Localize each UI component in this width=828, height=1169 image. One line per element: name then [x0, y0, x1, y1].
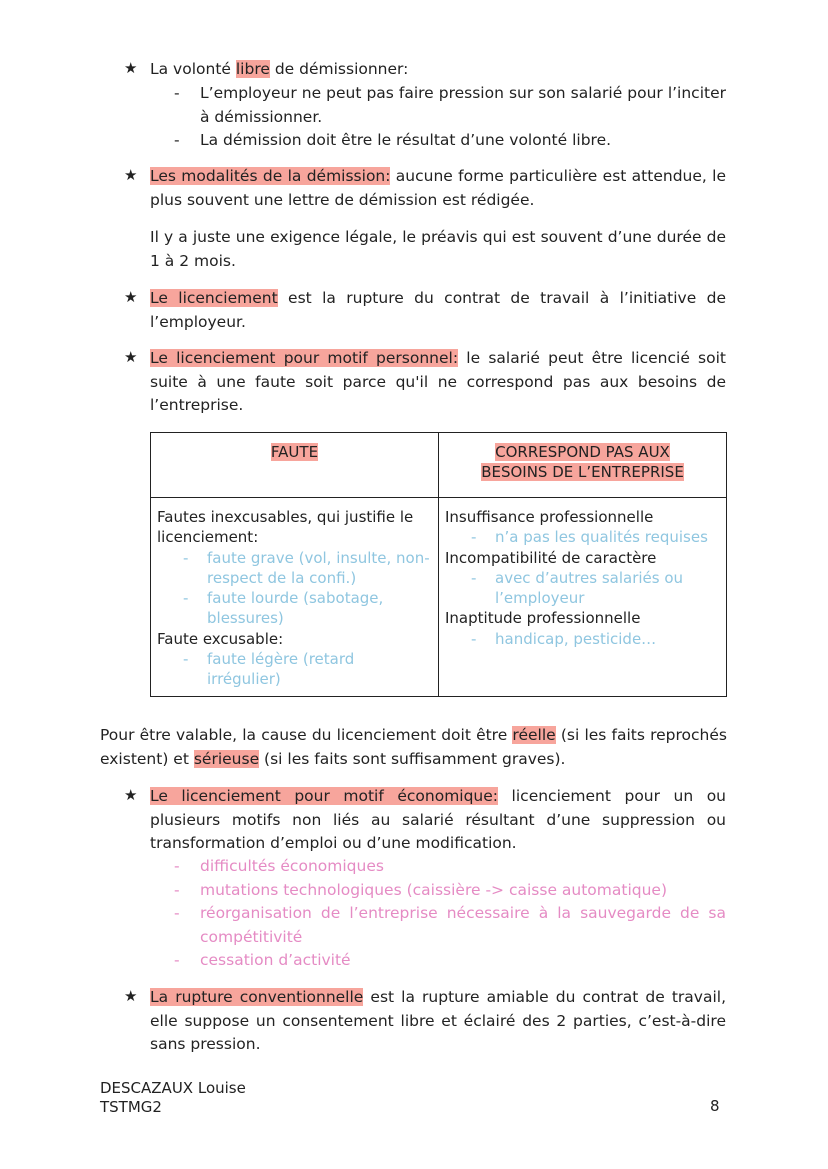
- table-cell-faute: Fautes inexcusables, qui justifie le licenciement: - faute grave (vol, insulte, non-respect de la confi.) - faute lourde (sabotage, blessures) Faute excusable: - faute légère (retard irrégulier): [151, 498, 439, 697]
- cause-paragraph: Pour être valable, la cause du licenciement doit être réelle (si les faits reprochés existent) et sérieuse (si les faits sont suffisamment graves).: [100, 726, 727, 768]
- licenciement-table: [150, 432, 727, 697]
- star-icon: ★: [124, 987, 138, 1005]
- bullet-licenciement: Le licenciement est la rupture du contrat de travail à l’initiative de l’employeur.: [150, 289, 726, 331]
- list-item: - cessation d’activité: [174, 951, 351, 969]
- list-item: - faute légère (retard irrégulier): [183, 650, 355, 689]
- star-icon: ★: [124, 288, 138, 306]
- bullet-rupture-conventionnelle: La rupture conventionnelle est la rupture amiable du contrat de travail, elle suppose un consentement libre et éclairé des 2 parties, c’est-à-dire sans pression.: [150, 988, 726, 1053]
- list-item: - difficultés économiques: [174, 857, 384, 875]
- list-item: - handicap, pesticide…: [471, 629, 657, 648]
- list-item: - réorganisation de l’entreprise nécessaire à la sauvegarde de sa compétitivité: [174, 904, 726, 946]
- highlight-motif-economique: Le licenciement pour motif économique:: [150, 787, 499, 805]
- table-header-faute: FAUTE: [151, 433, 439, 498]
- list-item: - faute grave (vol, insulte, non-respect de la confi.): [183, 548, 430, 587]
- list-item: - La démission doit être le résultat d’une volonté libre.: [174, 131, 612, 149]
- bullet-modalites: Les modalités de la démission: aucune forme particulière est attendue, le plus souvent une lettre de démission est rédigée.: [150, 167, 726, 209]
- highlight-reelle: réelle: [512, 726, 556, 744]
- bullet-motif-economique: Le licenciement pour motif économique: licenciement pour un ou plusieurs motifs non liés au salarié résultant d’une suppression ou transformation d’emploi ou d’une modification.: [150, 787, 727, 852]
- highlight-motif-personnel: Le licenciement pour motif personnel:: [150, 349, 459, 367]
- highlight-serieuse: sérieuse: [193, 749, 260, 768]
- economique-subitems: [150, 855, 726, 973]
- table-header-besoins: CORRESPOND PAS AUX BESOINS DE L’ENTREPRISE: [439, 433, 727, 498]
- list-item: - L’employeur ne peut pas faire pression sur son salarié pour l’inciter à démissionner.: [174, 84, 726, 126]
- star-icon: ★: [124, 166, 138, 184]
- bullet-motif-personnel: Le licenciement pour motif personnel: le salarié peut être licencié soit suite à une faute soit parce qu'il ne correspond pas aux besoins de l’entreprise.: [150, 349, 726, 414]
- preavis-text: Il y a juste une exigence légale, le préavis qui est souvent d’une durée de 1 à 2 mois.: [150, 228, 726, 270]
- list-item: - faute lourde (sabotage, blessures): [183, 589, 384, 628]
- highlight-rupture: La rupture conventionnelle: [150, 988, 364, 1006]
- list-item: - mutations technologiques (caissière -> caisse automatique): [174, 880, 668, 899]
- star-icon: ★: [124, 348, 138, 366]
- table-cell-besoins: Insuffisance professionnelle - n’a pas les qualités requises Incompatibilité de caractère - avec d’autres salariés ou l’employeur Inaptitude professionnelle - handicap, pesticide…: [439, 498, 727, 697]
- volonte-subitems: [150, 82, 726, 153]
- highlight-libre: libre: [235, 60, 270, 78]
- list-item: - n’a pas les qualités requises: [471, 528, 708, 547]
- star-icon: ★: [124, 59, 138, 77]
- star-icon: ★: [124, 786, 138, 804]
- list-item: - avec d’autres salariés ou l’employeur: [471, 568, 684, 608]
- footer-author: DESCAZAUX Louise: [100, 1079, 246, 1097]
- highlight-modalites: Les modalités de la démission:: [150, 167, 391, 185]
- footer-class: TSTMG2: [100, 1098, 162, 1116]
- page-number: 8: [710, 1097, 720, 1115]
- bullet-volonte: La volonté libre de démissionner:: [150, 60, 409, 78]
- highlight-licenciement: Le licenciement: [150, 289, 278, 307]
